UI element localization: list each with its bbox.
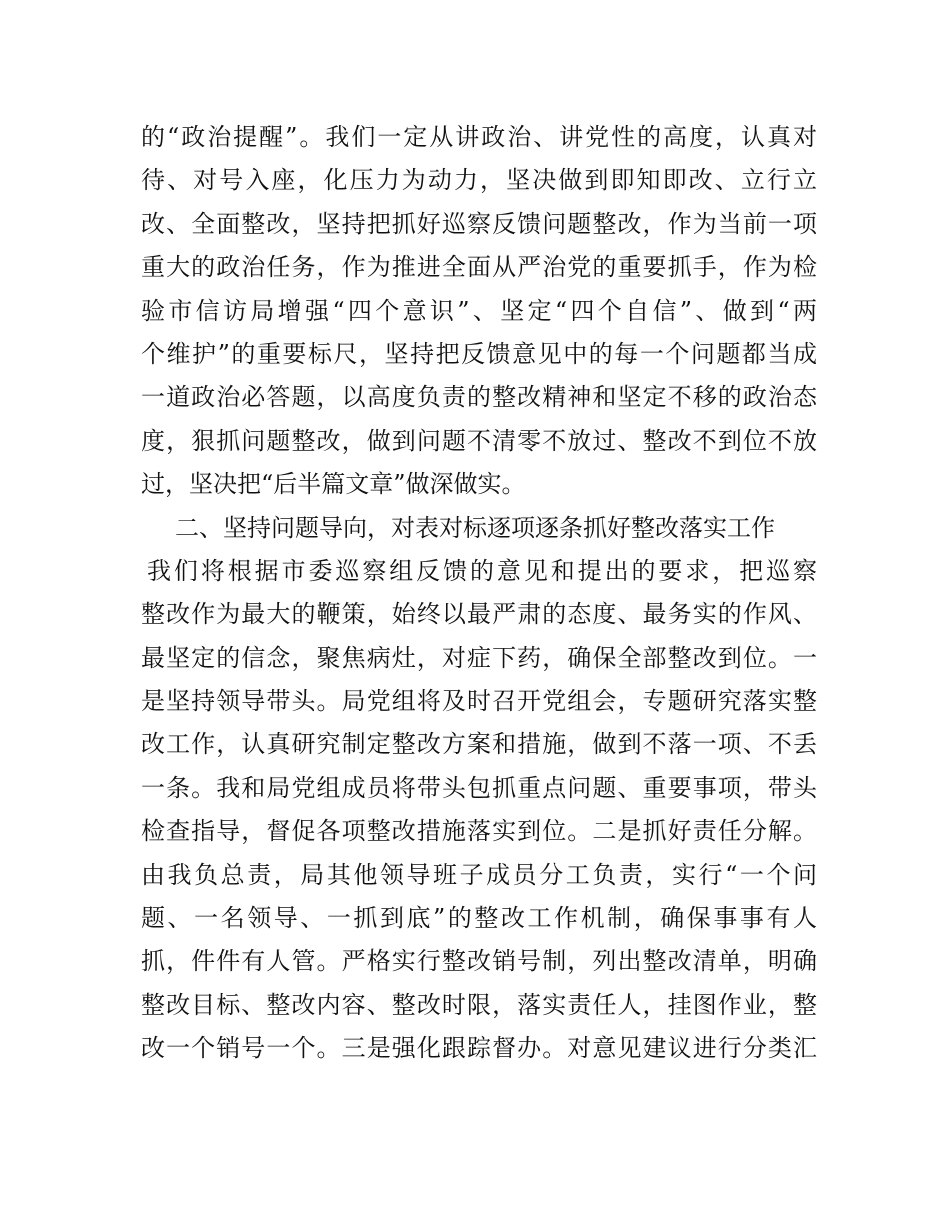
body-text-line: 最坚定的信念，聚焦病灶，对症下药，确保全部整改到位。一 [141, 643, 817, 672]
body-text-line: 改一个销号一个。三是强化跟踪督办。对意见建议进行分类汇 [141, 1034, 817, 1063]
body-text-line: 重大的政治任务，作为推进全面从严治党的重要抓手，作为检 [141, 253, 817, 282]
body-text-line: 我们将根据市委巡察组反馈的意见和提出的要求，把巡察 [147, 556, 817, 585]
body-text-line: 改、全面整改，坚持把抓好巡察反馈问题整改，作为当前一项 [141, 209, 817, 238]
body-text-line: 一道政治必答题，以高度负责的整改精神和坚定不移的政治态 [141, 383, 817, 412]
body-text-line: 验市信访局增强“四个意识”、坚定“四个自信”、做到“两 [141, 296, 817, 325]
body-text-line: 的“政治提醒”。我们一定从讲政治、讲党性的高度，认真对 [141, 123, 817, 151]
body-text-line: 整改目标、整改内容、整改时限，落实责任人，挂图作业，整 [141, 990, 817, 1019]
body-text-line: 改工作，认真研究制定整改方案和措施，做到不落一项、不丢 [141, 730, 817, 759]
body-text-line: 一条。我和局党组成员将带头包抓重点问题、重要事项，带头 [141, 773, 817, 802]
body-text-line: 度，狠抓问题整改，做到问题不清零不放过、整改不到位不放 [141, 426, 817, 455]
document-body [141, 116, 817, 1071]
body-text-line: 个维护”的重要标尺，坚持把反馈意见中的每一个问题都当成 [141, 339, 817, 368]
section-heading: 二、坚持问题导向，对表对标逐项逐条抓好整改落实工作 [175, 513, 775, 542]
body-text-line: 过，坚决把“后半篇文章”做深做实。 [141, 470, 526, 499]
body-text-line: 检查指导，督促各项整改措施落实到位。二是抓好责任分解。 [141, 817, 817, 846]
body-text-line: 是坚持领导带头。局党组将及时召开党组会，专题研究落实整 [141, 687, 817, 716]
body-text-line: 抓，件件有人管。严格实行整改销号制，列出整改清单，明确 [141, 947, 817, 976]
body-text-line: 由我负总责，局其他领导班子成员分工负责，实行“一个问 [141, 860, 817, 889]
body-text-line: 整改作为最大的鞭策，始终以最严肃的态度、最务实的作风、 [141, 600, 817, 629]
body-text-line: 题、一名领导、一抓到底”的整改工作机制，确保事事有人 [141, 904, 817, 933]
body-text-line: 待、对号入座，化压力为动力，坚决做到即知即改、立行立 [141, 166, 817, 195]
